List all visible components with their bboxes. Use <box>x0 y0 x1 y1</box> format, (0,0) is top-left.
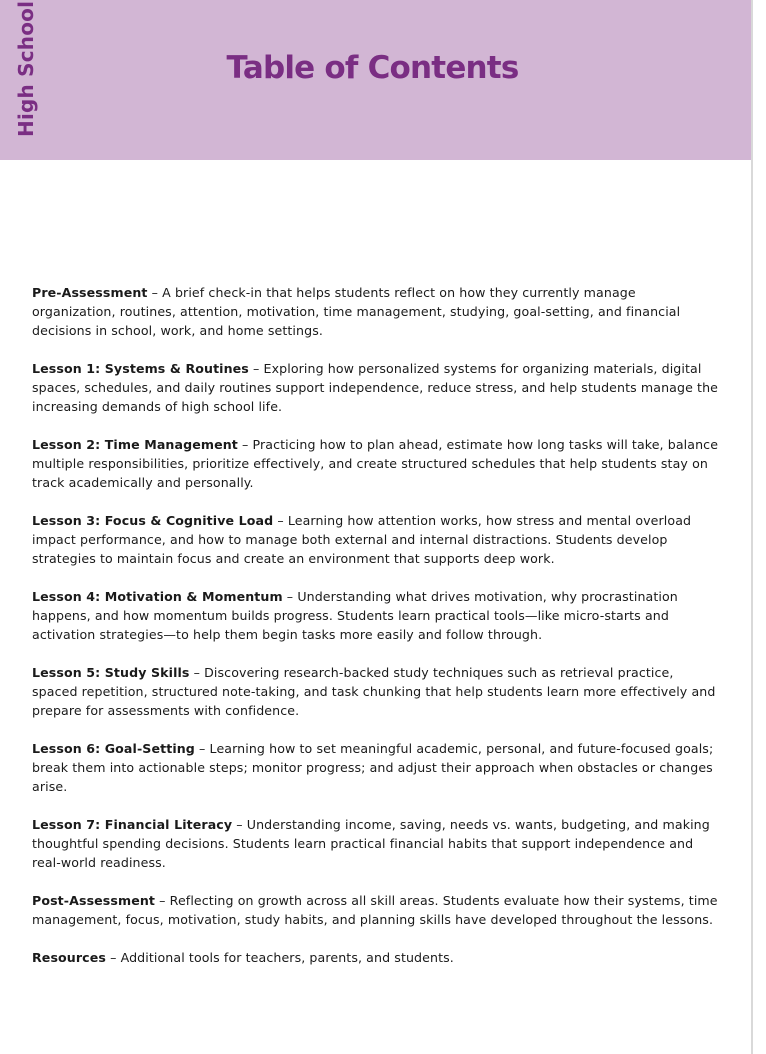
entry-description: Exploring how personalized systems for organizing materials, digital spaces, schedules, and daily routines support independence, reduce stress, and help students manage the increasing demands of high school life. <box>32 361 719 414</box>
toc-entry-lesson-1 <box>32 359 722 416</box>
entry-separator: – <box>232 817 247 832</box>
entry-separator: – <box>237 437 253 452</box>
entry-description: Understanding income, saving, needs vs. wants, budgeting, and making thoughtful spending decisions. Students learn practical financial habits that support independence and real-world readiness. <box>32 817 710 870</box>
toc-entry-pre-assessment <box>32 283 722 340</box>
entry-description: Discovering research-backed study techniques such as retrieval practice, spaced repetition, structured note-taking, and task chunking that help students learn more effectively and prepare for assessments with confidence. <box>32 665 716 718</box>
table-of-contents <box>32 283 722 986</box>
toc-entry-lesson-4 <box>32 587 722 644</box>
entry-title: Lesson 4: Motivation & Momentum <box>32 589 283 604</box>
toc-entry-lesson-7 <box>32 815 722 872</box>
entry-separator: – <box>105 950 121 965</box>
entry-description: Understanding what drives motivation, why procrastination happens, and how momentum builds progress. Students learn practical tools—like micro-starts and activation strategies—to help them begin tasks more easily and follow through. <box>32 589 678 642</box>
entry-title: Lesson 1: Systems & Routines <box>32 361 249 376</box>
page-edge-divider <box>751 0 753 1054</box>
entry-title: Lesson 2: Time Management <box>32 437 238 452</box>
entry-title: Lesson 6: Goal-Setting <box>32 741 195 756</box>
entry-description: A brief check-in that helps students reflect on how they currently manage organization, routines, attention, motivation, time management, studying, goal-setting, and financial decisions in school, work, and home settings. <box>32 285 681 338</box>
entry-title: Lesson 7: Financial Literacy <box>32 817 233 832</box>
toc-entry-lesson-2 <box>32 435 722 492</box>
toc-entry-post-assessment <box>32 891 722 929</box>
entry-title: Resources <box>32 950 106 965</box>
entry-description: Reflecting on growth across all skill areas. Students evaluate how their systems, time management, focus, motivation, study habits, and planning skills have developed throughout the lessons. <box>32 893 718 927</box>
grade-level-label: High School <box>14 0 38 137</box>
entry-description: Practicing how to plan ahead, estimate how long tasks will take, balance multiple responsibilities, prioritize effectively, and create structured schedules that help students stay on track academically and personally. <box>32 437 719 490</box>
toc-entry-lesson-6 <box>32 739 722 796</box>
entry-description: Learning how to set meaningful academic, personal, and future-focused goals; break them into actionable steps; monitor progress; and adjust their approach when obstacles or changes arise. <box>32 741 714 794</box>
entry-separator: – <box>147 285 163 300</box>
page-title: Table of Contents <box>226 50 519 86</box>
entry-separator: – <box>273 513 288 528</box>
entry-title: Lesson 5: Study Skills <box>32 665 190 680</box>
entry-description: Learning how attention works, how stress and mental overload impact performance, and how to manage both external and internal distractions. Students develop strategies to maintain focus and create an environment that supports deep work. <box>32 513 692 566</box>
entry-separator: – <box>194 741 210 756</box>
entry-separator: – <box>189 665 205 680</box>
entry-title: Pre-Assessment <box>32 285 148 300</box>
entry-description: Additional tools for teachers, parents, and students. <box>120 950 454 965</box>
entry-title: Lesson 3: Focus & Cognitive Load <box>32 513 274 528</box>
toc-entry-resources <box>32 948 722 967</box>
entry-separator: – <box>248 361 264 376</box>
toc-entry-lesson-3 <box>32 511 722 568</box>
entry-separator: – <box>155 893 170 908</box>
header-banner <box>0 0 751 160</box>
entry-separator: – <box>282 589 298 604</box>
toc-entry-lesson-5 <box>32 663 722 720</box>
entry-title: Post-Assessment <box>32 893 156 908</box>
